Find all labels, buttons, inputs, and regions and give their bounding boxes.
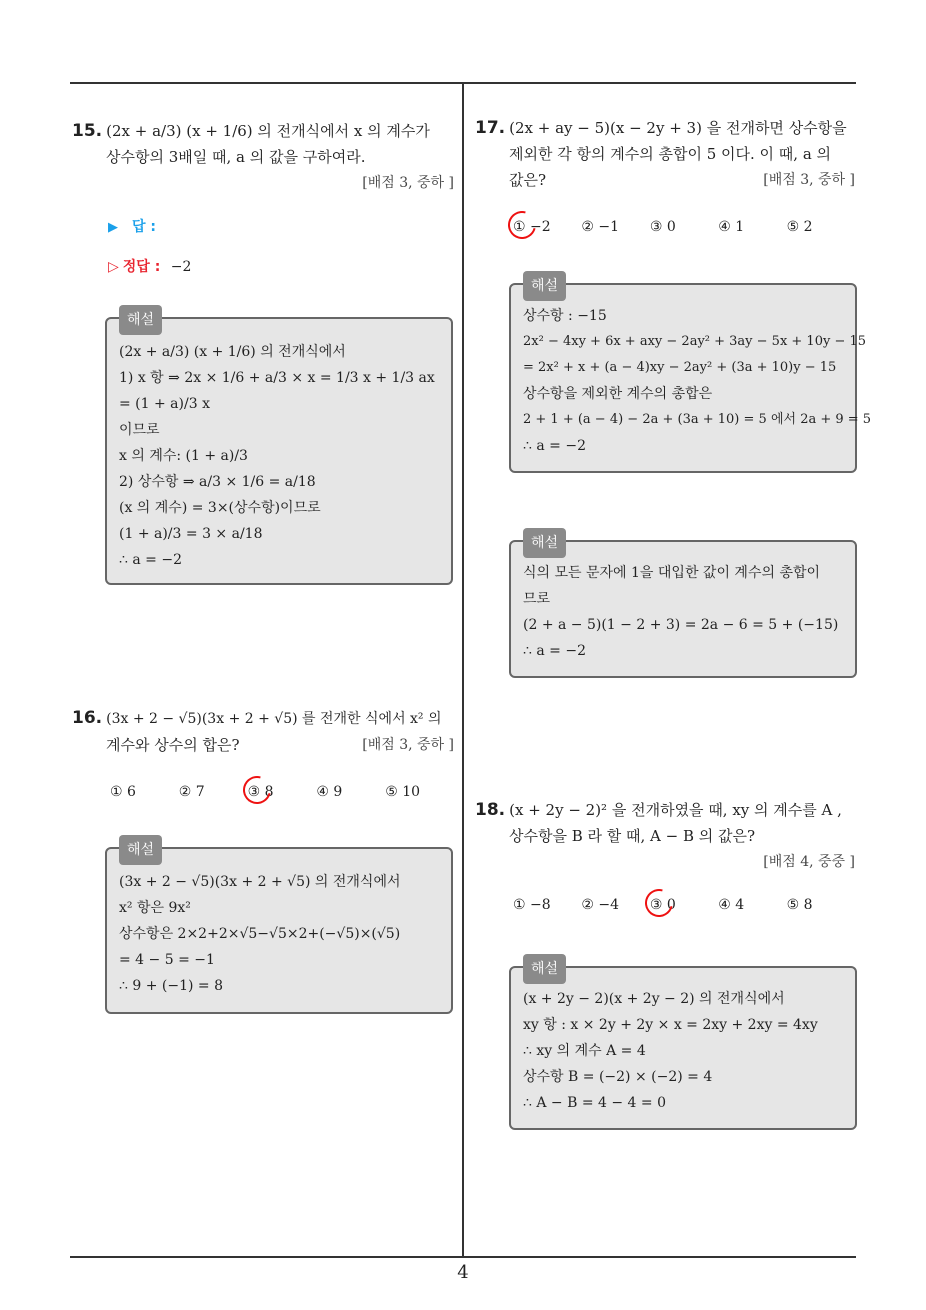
solution-line: 상수항은 2×2+2×√5−√5×2+(−√5)×(√5): [119, 926, 401, 942]
solution-tag: 해설: [523, 954, 566, 984]
solution-line: ∴ A − B = 4 − 4 = 0: [523, 1095, 667, 1111]
choice-2[interactable]: ② 7: [178, 784, 205, 800]
solution-line: 2 + 1 + (a − 4) − 2a + (3a + 10) = 5 에서 2a + 9 = 5: [523, 412, 872, 427]
choice-3[interactable]: ③ 0: [650, 897, 718, 913]
solution-line: ∴ a = −2: [523, 643, 586, 659]
question-number: 16.: [72, 708, 103, 728]
solution-line: ∴ 9 + (−1) = 8: [119, 978, 223, 994]
solution-tag: 해설: [119, 835, 162, 865]
choice-2[interactable]: ② −1: [581, 219, 620, 235]
choice-1[interactable]: ① −2: [513, 219, 581, 235]
solution-tag: 해설: [119, 305, 162, 335]
question-text: 계수와 상수의 합은?: [106, 736, 240, 754]
page-number: 4: [457, 1262, 469, 1283]
selected-circle-icon: [503, 206, 541, 244]
solution-line: (x 의 계수) = 3×(상수항)이므로: [119, 500, 321, 516]
question-text: 상수항을 B 라 할 때, A − B 의 값은?: [509, 827, 756, 845]
choice-4[interactable]: ④ 4: [718, 897, 745, 913]
choice-1[interactable]: ① 6: [110, 784, 136, 800]
solution-box-18: [509, 961, 857, 1130]
question-number: 18.: [475, 800, 506, 820]
solution-box-16: [105, 842, 453, 1014]
correct-answer-row: [108, 256, 454, 276]
score-label: [배점 3, 중하 ]: [763, 172, 855, 188]
choice-list: [513, 219, 855, 235]
question-text: (x + 2y − 2)² 을 전개하였을 때, xy 의 계수를 A ,: [509, 801, 842, 819]
choice-list: [110, 784, 454, 800]
solution-line: (1 + a)/3 = 3 × a/18: [119, 526, 263, 542]
selected-circle-icon: [237, 771, 275, 809]
solution-tag: 해설: [523, 528, 566, 558]
question-number: 17.: [475, 118, 506, 138]
question-18: [475, 797, 855, 913]
play-triangle-icon: ▶: [108, 220, 118, 235]
answer-row: [108, 216, 454, 236]
solution-line: x 의 계수: (1 + a)/3: [119, 448, 248, 464]
solution-line: (x + 2y − 2)(x + 2y − 2) 의 전개식에서: [523, 991, 785, 1007]
solution-line: 상수항을 제외한 계수의 총합은: [523, 386, 713, 402]
solution-line: 1) x 항 ⇒ 2x × 1/6 + a/3 × x = 1/3 x + 1/3 ax = (1 + a)/3 x: [119, 370, 435, 412]
choice-3[interactable]: ③ 8: [248, 784, 317, 800]
solution-line: 상수항 : −15: [523, 308, 607, 324]
question-text: (2x + a/3) (x + 1/6) 의 전개식에서 x 의 계수가: [106, 122, 430, 140]
solution-line: 므로: [523, 591, 551, 607]
score-label: [배점 4, 중중 ]: [763, 854, 855, 870]
solution-line: ∴ a = −2: [119, 552, 182, 568]
choice-list: [513, 897, 855, 913]
choice-2[interactable]: ② −4: [581, 897, 620, 913]
question-text: 상수항의 3배일 때, a 의 값을 구하여라.: [106, 148, 366, 166]
question-17: [475, 115, 855, 235]
bottom-rule: [70, 1256, 856, 1258]
solution-box-17b: [509, 535, 857, 678]
question-number: 15.: [72, 121, 103, 141]
solution-box-17a: [509, 278, 872, 473]
question-text: (3x + 2 − √5)(3x + 2 + √5) 를 전개한 식에서 x² 의: [106, 711, 442, 727]
solution-line: (3x + 2 − √5)(3x + 2 + √5) 의 전개식에서: [119, 874, 401, 890]
correct-label: 정답 :: [122, 259, 161, 275]
question-text: 제외한 각 항의 계수의 총합이 5 이다. 이 때, a 의: [509, 145, 832, 163]
solution-line: = 2x² + x + (a − 4)xy − 2ay² + (3a + 10)y − 15: [523, 360, 837, 375]
solution-line: 상수항 B = (−2) × (−2) = 4: [523, 1069, 713, 1085]
choice-4[interactable]: ④ 9: [316, 784, 343, 800]
question-16: [72, 705, 454, 800]
answer-label: 답 :: [132, 219, 156, 235]
solution-line: xy 항 : x × 2y + 2y × x = 2xy + 2xy = 4xy: [523, 1017, 818, 1033]
solution-tag: 해설: [523, 271, 566, 301]
choice-3[interactable]: ③ 0: [649, 219, 676, 235]
choice-4[interactable]: ④ 1: [718, 219, 745, 235]
solution-line: (2 + a − 5)(1 − 2 + 3) = 2a − 6 = 5 + (−15): [523, 617, 839, 633]
score-label: [배점 3, 중하 ]: [362, 175, 454, 191]
choice-5[interactable]: ⑤ 8: [786, 897, 813, 913]
solution-line: x² 항은 9x²: [119, 900, 191, 916]
choice-5[interactable]: ⑤ 10: [385, 784, 421, 800]
solution-line: ∴ a = −2: [523, 438, 586, 454]
outline-triangle-icon: ▷: [108, 259, 119, 275]
selected-circle-icon: [640, 884, 678, 922]
solution-line: (2x + a/3) (x + 1/6) 의 전개식에서: [119, 344, 346, 360]
correct-value: −2: [170, 259, 192, 275]
solution-line: 식의 모든 문자에 1을 대입한 값이 계수의 총합이: [523, 565, 821, 581]
choice-5[interactable]: ⑤ 2: [786, 219, 813, 235]
question-text: (2x + ay − 5)(x − 2y + 3) 을 전개하면 상수항을: [509, 119, 847, 137]
solution-line: ∴ xy 의 계수 A = 4: [523, 1043, 646, 1059]
solution-line: 2x² − 4xy + 6x + axy − 2ay² + 3ay − 5x + 10y − 15: [523, 334, 867, 349]
question-text: 값은?: [509, 171, 547, 189]
solution-line: 2) 상수항 ⇒ a/3 × 1/6 = a/18: [119, 474, 316, 490]
solution-box-15: [105, 312, 453, 585]
choice-1[interactable]: ① −8: [513, 897, 551, 913]
solution-line: = 4 − 5 = −1: [119, 952, 215, 968]
score-label: [배점 3, 중하 ]: [362, 737, 454, 753]
question-15: [72, 118, 454, 276]
column-divider: [462, 82, 464, 1258]
solution-line: 이므로: [119, 422, 160, 438]
